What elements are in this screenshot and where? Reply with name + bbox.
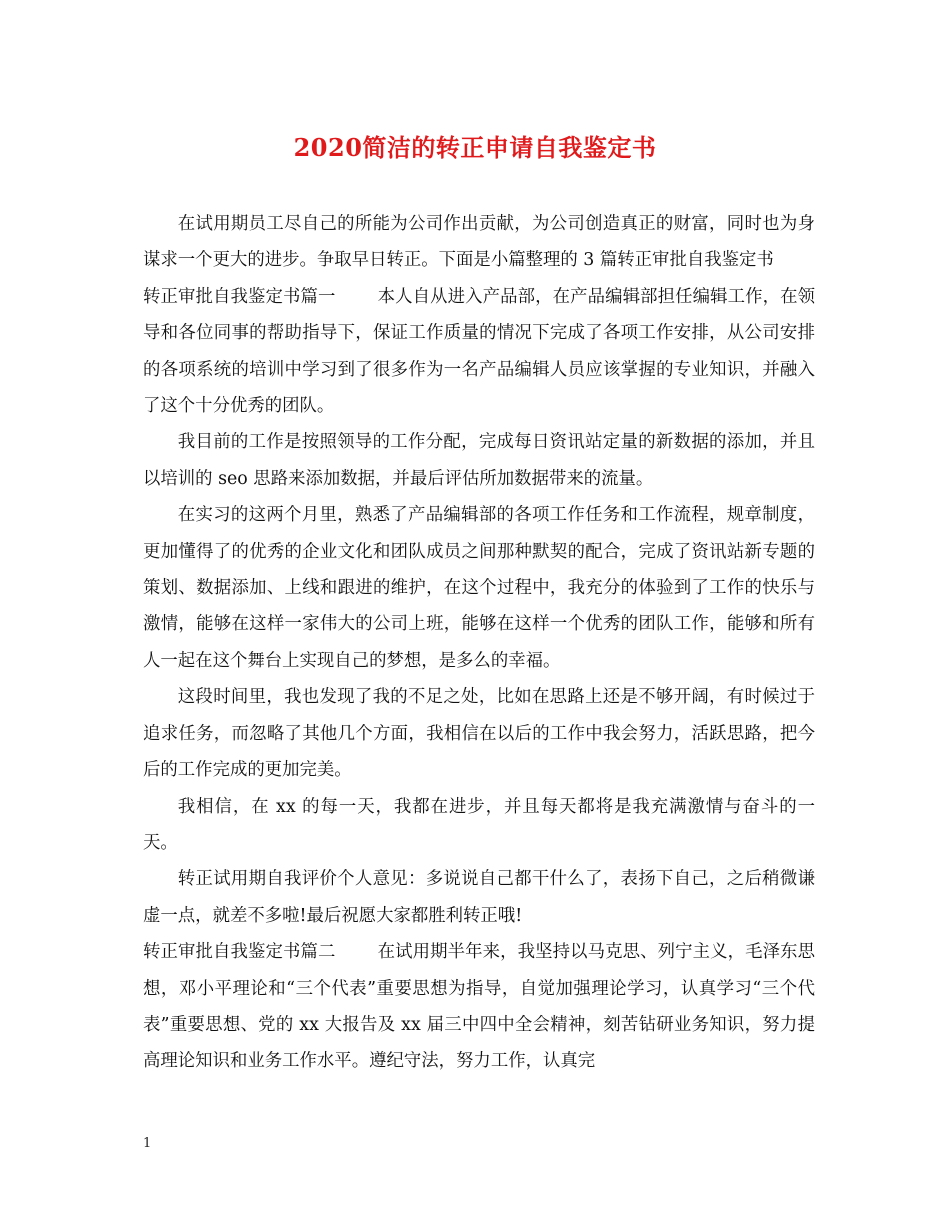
section-1-paragraph-2: 我目前的工作是按照领导的工作分配，完成每日资讯站定量的新数据的添加，并且以培训的 seo 思路来添加数据，并最后评估所加数据带来的流量。 — [143, 432, 815, 489]
section-1-paragraph-3: 在实习的这两个月里，熟悉了产品编辑部的各项工作任务和工作流程，规章制度，更加懂得了的优秀的企业文化和团队成员之间那种默契的配合，完成了资讯站新专题的策划、数据添加、上线和跟进的维护，在这个过程中，我充分的体验到了工作的快乐与激情，能够在这样一家伟大的公司上班，能够在这样一个优秀的团队工作，能够和所有人一起在这个舞台上实现自己的梦想，是多么的幸福。 — [143, 505, 815, 671]
document-body — [143, 206, 815, 1080]
section-1-heading: 转正审批自我鉴定书篇一 — [143, 286, 336, 307]
section-1-paragraph-1: 本人自从进入产品部，在产品编辑部担任编辑工作，在领导和各位同事的帮助指导下，保证工作质量的情况下完成了各项工作安排，从公司安排的各项系统的培训中学习到了很多作为一名产品编辑人员应该掌握的专业知识，并融入了这个十分优秀的团队。 — [143, 286, 815, 417]
intro-paragraph: 在试用期员工尽自己的所能为公司作出贡献，为公司创造真正的财富，同时也为身谋求一个更大的进步。争取早日转正。下面是小篇整理的 3 篇转正审批自我鉴定书 — [143, 214, 815, 271]
section-2-paragraph-1: 在试用期半年来，我坚持以马克思、列宁主义，毛泽东思想，邓小平理论和“三个代表”重要思想为指导，自觉加强理论学习，认真学习“三个代表”重要思想、党的 xx 大报告及 xx 届三中四中全会精神，刻苦钻研业务知识，努力提高理论知识和业务工作水平。遵纪守法，努力工作，认真完 — [143, 942, 815, 1072]
page-number: 1 — [143, 1136, 152, 1151]
section-1-paragraph-6: 转正试用期自我评价个人意见：多说说自己都干什么了，表扬下自己，之后稍微谦虚一点，就差不多啦!最后祝愿大家都胜利转正哦! — [143, 869, 815, 926]
section-2-first-paragraph — [143, 934, 815, 1080]
document-title: 2020简洁的转正申请自我鉴定书 — [293, 133, 657, 162]
section-1-paragraph-4: 这段时间里，我也发现了我的不足之处，比如在思路上还是不够开阔，有时候过于追求任务，而忽略了其他几个方面，我相信在以后的工作中我会努力，活跃思路，把今后的工作完成的更加完美。 — [143, 687, 815, 781]
section-1-first-paragraph — [143, 279, 815, 425]
section-2-heading: 转正审批自我鉴定书篇二 — [143, 942, 336, 963]
section-1-paragraph-5: 我相信，在 xx 的每一天，我都在进步，并且每天都将是我充满激情与奋斗的一天。 — [143, 796, 815, 853]
